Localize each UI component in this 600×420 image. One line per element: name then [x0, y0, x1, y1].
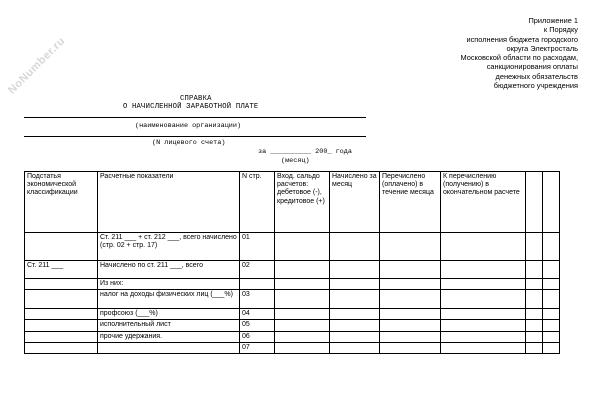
watermark: NoNumber.ru [6, 34, 68, 97]
header-extra-1 [526, 172, 543, 233]
empty-cell [330, 233, 380, 261]
subarticle-cell [25, 342, 98, 353]
date-prefix: за [258, 148, 267, 156]
empty-cell [441, 331, 526, 342]
salary-table [24, 171, 560, 354]
table-row [25, 290, 560, 309]
date-year: 200_ [315, 148, 332, 156]
empty-cell [441, 279, 526, 290]
empty-cell [441, 320, 526, 331]
appendix-note [398, 16, 578, 90]
empty-cell [526, 233, 543, 261]
appendix-line: Приложение 1 [528, 16, 578, 25]
empty-cell [330, 290, 380, 309]
empty-cell [330, 331, 380, 342]
empty-cell [543, 261, 560, 279]
table-row [25, 261, 560, 279]
header-subarticle: Подстатья экономической классификации [25, 172, 98, 233]
appendix-line: денежных обязательств [495, 71, 578, 81]
subarticle-cell [25, 320, 98, 331]
header-indicators: Расчетные показатели [98, 172, 240, 233]
document-title: СПРАВКА [180, 95, 212, 103]
line-number-cell: 05 [240, 320, 275, 331]
empty-cell [380, 331, 441, 342]
subarticle-cell [25, 331, 98, 342]
empty-cell [543, 233, 560, 261]
empty-cell [275, 261, 330, 279]
table-row [25, 320, 560, 331]
empty-cell [330, 320, 380, 331]
header-accrued: Начислено за месяц [330, 172, 380, 233]
appendix-line: к Порядку [543, 25, 578, 35]
empty-cell [275, 233, 330, 261]
empty-cell [526, 279, 543, 290]
empty-cell [330, 309, 380, 320]
empty-cell [380, 309, 441, 320]
empty-cell [441, 233, 526, 261]
header-opening-balance: Вход. сальдо расчетов: дебетовое (-), кредитовое (+) [275, 172, 330, 233]
empty-cell [526, 331, 543, 342]
empty-cell [330, 261, 380, 279]
line-number-cell: 01 [240, 233, 275, 261]
empty-cell [526, 290, 543, 309]
date-suffix: года [335, 148, 352, 156]
appendix-line: Московской области по расходам, [460, 53, 578, 63]
line-number-cell: 02 [240, 261, 275, 279]
header-line-number: N стр. [240, 172, 275, 233]
indicator-cell: исполнительный лист [98, 320, 240, 331]
month-blank: __________ [270, 148, 312, 156]
table-header-row [25, 172, 560, 233]
empty-cell [526, 320, 543, 331]
empty-cell [543, 342, 560, 353]
empty-cell [275, 290, 330, 309]
empty-cell [441, 342, 526, 353]
empty-cell [543, 309, 560, 320]
header-to-transfer: К перечислению (получению) в окончательном расчете [441, 172, 526, 233]
table-row [25, 331, 560, 342]
org-name-line [24, 117, 366, 118]
empty-cell [526, 261, 543, 279]
indicator-cell: прочие удержания. [98, 331, 240, 342]
empty-cell [380, 233, 441, 261]
empty-cell [330, 342, 380, 353]
empty-cell [441, 261, 526, 279]
account-caption: (N лицевого счета) [152, 139, 226, 147]
subarticle-cell [25, 233, 98, 261]
empty-cell [543, 279, 560, 290]
empty-cell [330, 279, 380, 290]
empty-cell [380, 342, 441, 353]
header-extra-2 [543, 172, 560, 233]
line-number-cell: 04 [240, 309, 275, 320]
month-caption: (месяц) [281, 157, 310, 165]
indicator-cell: налог на доходы физических лиц (___%) [98, 290, 240, 309]
appendix-line: округа Электросталь [506, 43, 578, 53]
date-line [258, 148, 352, 156]
org-name-caption: (наименование организации) [135, 122, 242, 130]
header-transferred: Перечислено (оплачено) в течение месяца [380, 172, 441, 233]
indicator-cell: Из них: [98, 279, 240, 290]
subarticle-cell [25, 290, 98, 309]
account-line [24, 136, 366, 137]
empty-cell [380, 261, 441, 279]
table-row [25, 233, 560, 261]
empty-cell [275, 342, 330, 353]
empty-cell [275, 279, 330, 290]
empty-cell [526, 309, 543, 320]
document-subtitle: О НАЧИСЛЕННОЙ ЗАРАБОТНОЙ ПЛАТЕ [123, 103, 259, 111]
appendix-line: исполнения бюджета городского [466, 34, 578, 44]
table-row [25, 342, 560, 353]
appendix-line: бюджетного учреждения [493, 81, 578, 91]
table-row [25, 309, 560, 320]
indicator-cell [98, 342, 240, 353]
empty-cell [275, 331, 330, 342]
empty-cell [380, 290, 441, 309]
empty-cell [543, 320, 560, 331]
subarticle-cell [25, 279, 98, 290]
line-number-cell: 07 [240, 342, 275, 353]
indicator-cell: Начислено по ст. 211 ___, всего [98, 261, 240, 279]
appendix-line: санкционирования оплаты [486, 62, 578, 72]
line-number-cell [240, 279, 275, 290]
table-row [25, 279, 560, 290]
empty-cell [275, 320, 330, 331]
line-number-cell: 06 [240, 331, 275, 342]
empty-cell [441, 309, 526, 320]
line-number-cell: 03 [240, 290, 275, 309]
empty-cell [275, 309, 330, 320]
empty-cell [526, 342, 543, 353]
empty-cell [543, 331, 560, 342]
indicator-cell: Ст. 211 ___ + ст. 212 ___, всего начислено (стр. 02 + стр. 17) [98, 233, 240, 261]
indicator-cell: профсоюз (___%) [98, 309, 240, 320]
empty-cell [380, 279, 441, 290]
subarticle-cell [25, 309, 98, 320]
empty-cell [380, 320, 441, 331]
subarticle-cell: Ст. 211 ___ [25, 261, 98, 279]
empty-cell [441, 290, 526, 309]
empty-cell [543, 290, 560, 309]
